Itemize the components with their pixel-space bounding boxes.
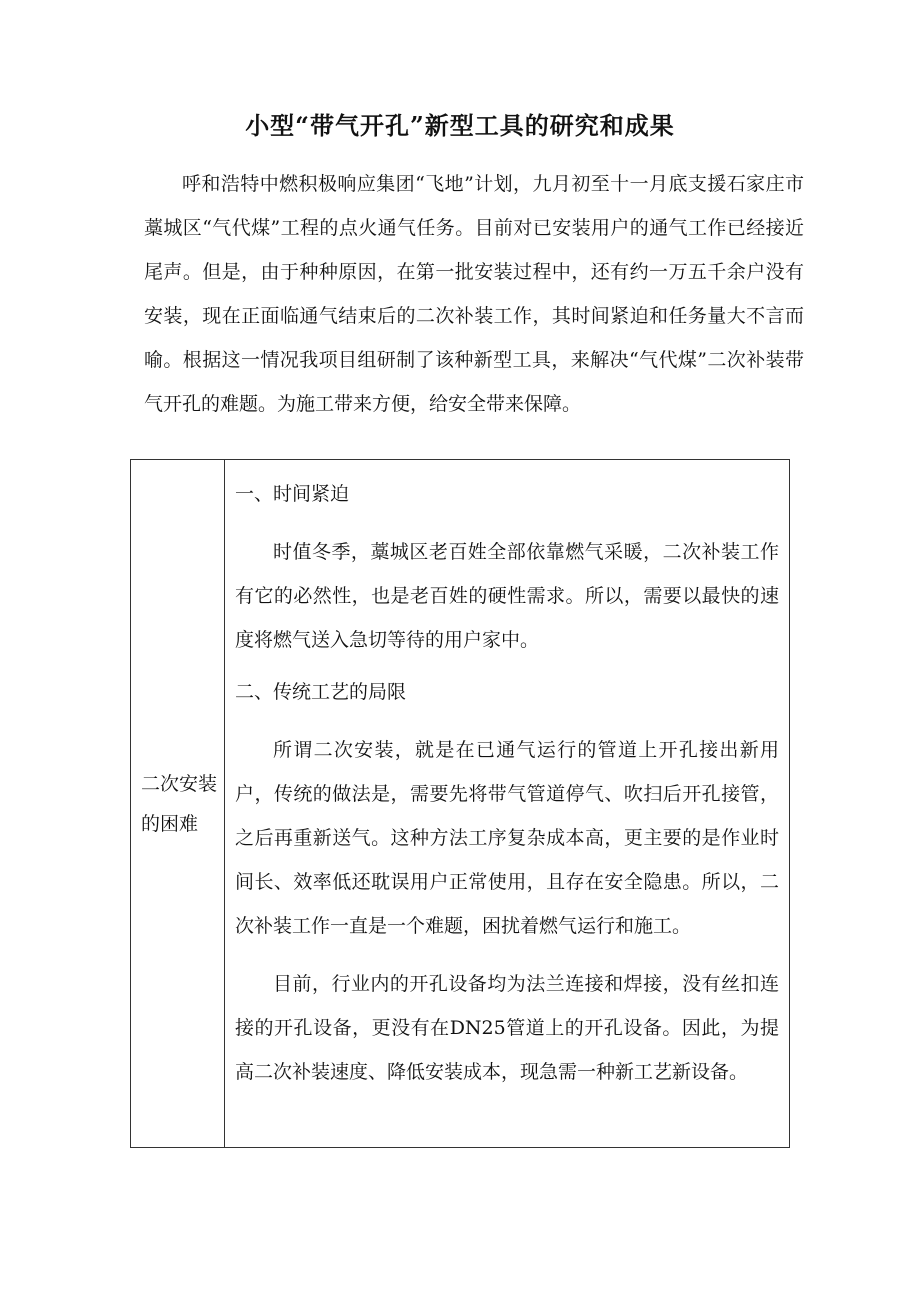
section-paragraph: 所谓二次安装，就是在已通气运行的管道上开孔接出新用户，传统的做法是，需要先将带气管道停气、吹扫后开孔接管，之后再重新送气。这种方法工序复杂成本高，更主要的是作业时间长、效率低还耽误用户正常使用，且存在安全隐患。所以，二次补装工作一直是一个难题，困扰着燃气运行和施工。 [235, 739, 779, 937]
section-heading-traditional: 二、传统工艺的局限 [235, 681, 407, 703]
section-heading-time: 一、时间紧迫 [235, 483, 350, 505]
section-paragraph: 目前，行业内的开孔设备均为法兰连接和焊接，没有丝扣连接的开孔设备，更没有在DN25管道上的开孔设备。因此，为提高二次补装速度、降低安装成本，现急需一种新工艺新设备。 [235, 973, 779, 1083]
row-label-cell [131, 460, 225, 1148]
row-label: 二次安装的困难 [141, 772, 218, 835]
section-paragraph: 时值冬季，藁城区老百姓全部依靠燃气采暖，二次补装工作有它的必然性，也是老百姓的硬性需求。所以，需要以最快的速度将燃气送入急切等待的用户家中。 [235, 541, 779, 651]
difficulty-table [130, 459, 790, 1148]
intro-paragraph: 呼和浩特中燃积极响应集团“飞地”计划，九月初至十一月底支援石家庄市藁城区“气代煤”工程的点火通气任务。目前对已安装用户的通气工作已经接近尾声。但是，由于种种原因，在第一批安装过程中，还有约一万五千余户没有安装，现在正面临通气结束后的二次补装工作，其时间紧迫和任务量大不言而喻。根据这一情况我项目组研制了该种新型工具，来解决“气代煤”二次补装带气开孔的难题。为施工带来方便，给安全带来保障。 [144, 173, 804, 415]
document-title: 小型“带气开孔”新型工具的研究和成果 [245, 111, 675, 140]
content-cell [225, 460, 790, 1148]
table-row [131, 460, 790, 1148]
